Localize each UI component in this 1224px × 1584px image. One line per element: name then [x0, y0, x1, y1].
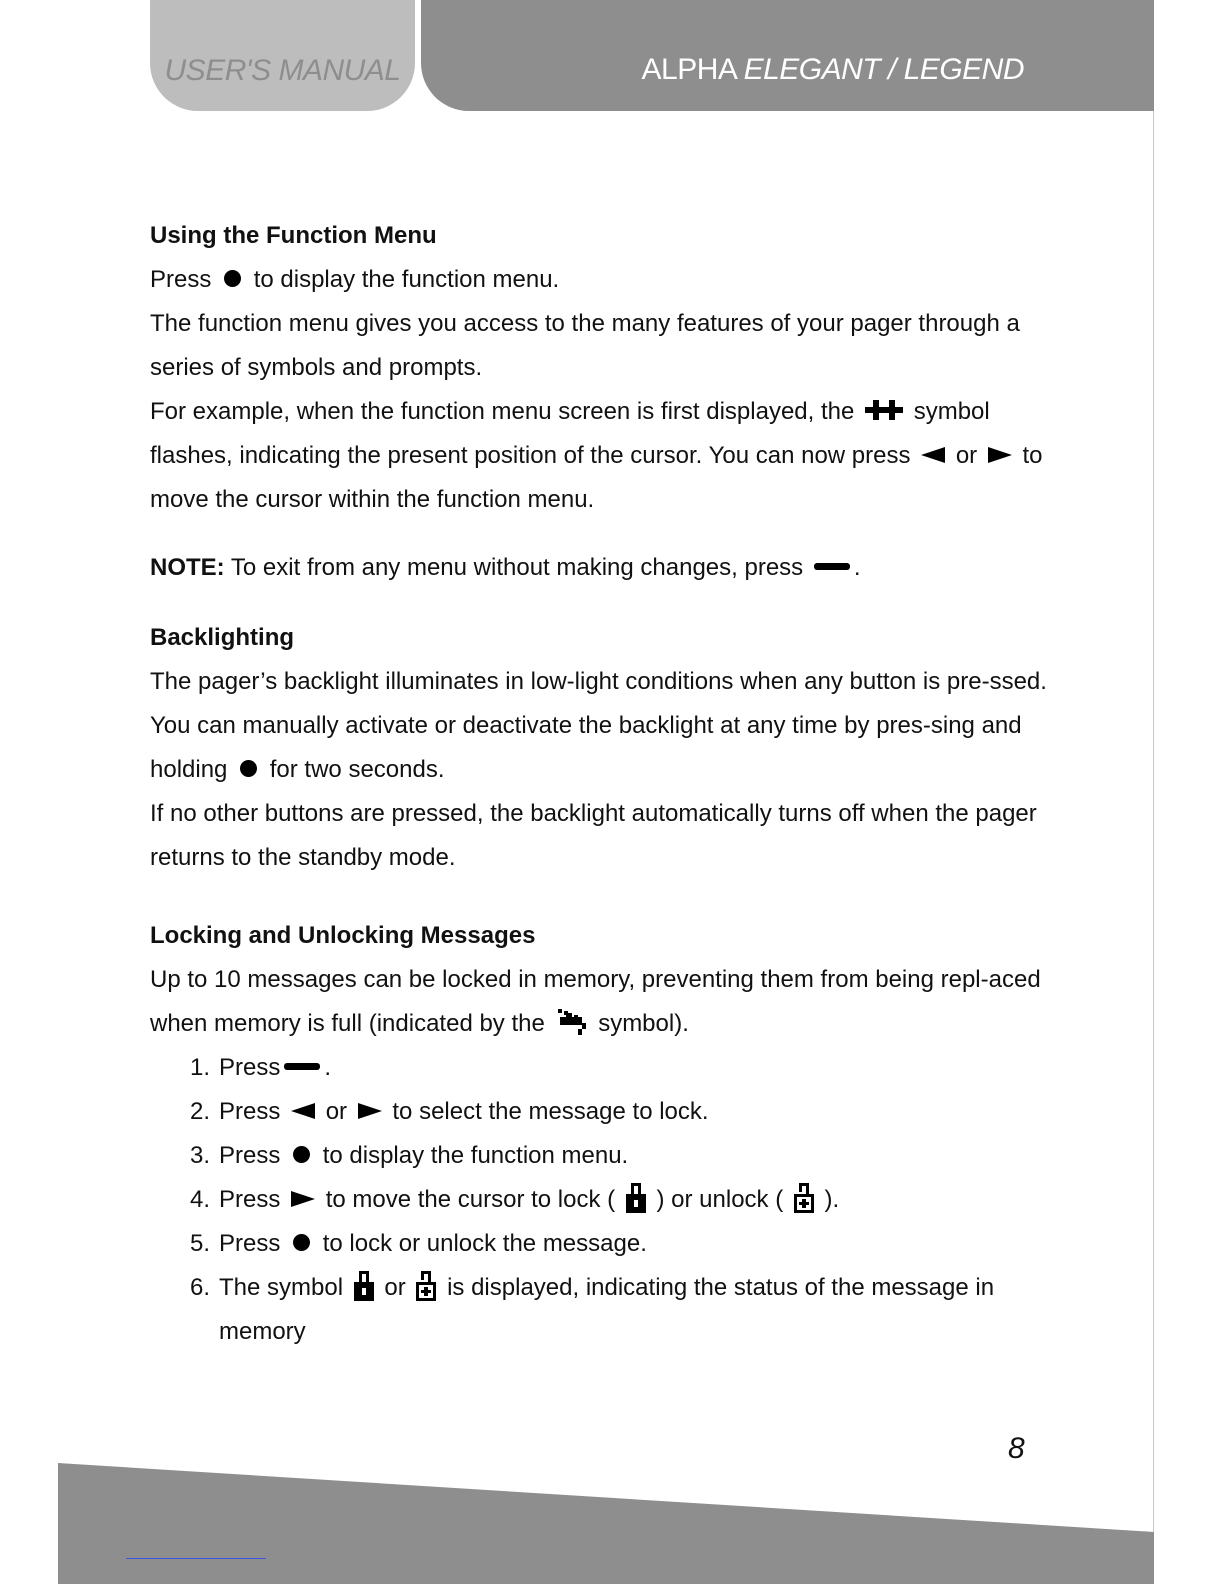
paragraph: The function menu gives you access to the many features of your pager through a series of symbols and prompts.: [150, 310, 1020, 381]
heading-backlighting: Backlighting: [150, 624, 295, 651]
list-item: 4. Press to move the cursor to lock ( ) or unlock ( ).: [190, 1178, 1050, 1222]
header-tab-manual: [150, 0, 415, 111]
list-item: 5. Press to lock or unlock the message.: [190, 1230, 647, 1257]
page-number: 8: [1008, 1432, 1025, 1465]
section-backlighting: [150, 616, 1050, 880]
dot-button-icon: [224, 270, 241, 287]
paragraph: Up to 10 messages can be locked in memory, preventing them from being repl-aced when memory is full (indicated by the symbol).: [150, 966, 1041, 1037]
header-product-label: ALPHA ELEGANT / LEGEND: [641, 53, 1024, 86]
header-manual-label: USER'S MANUAL: [164, 53, 401, 87]
right-arrow-icon: [291, 1191, 315, 1207]
right-arrow-icon: [988, 447, 1012, 463]
list-item: 2. Press or to select the message to lock.: [190, 1098, 709, 1125]
section-locking: [150, 914, 1050, 1354]
lock-icon: [354, 1271, 374, 1301]
paragraph: Press to display the function menu.: [150, 266, 560, 293]
unlock-icon: [416, 1271, 436, 1301]
note-label: NOTE:: [150, 554, 225, 581]
paragraph: For example, when the function menu screen is first displayed, the symbol flashes, indicating the present position of the cursor. You can now press or to move the cursor within the function menu.: [150, 398, 1043, 513]
dash-button-icon: [814, 563, 850, 570]
dot-button-icon: [240, 760, 257, 777]
footer-band: [58, 1460, 1154, 1584]
left-arrow-icon: [921, 447, 945, 463]
lock-icon: [626, 1183, 646, 1213]
page-edge: [1153, 0, 1154, 1584]
heading-locking: Locking and Unlocking Messages: [150, 922, 536, 949]
cursor-cross-icon: [865, 399, 903, 421]
steps-list: [150, 1046, 1050, 1354]
paragraph: If no other buttons are pressed, the backlight automatically turns off when the pager returns to the standby mode.: [150, 800, 1037, 871]
left-arrow-icon: [291, 1103, 315, 1119]
right-arrow-icon: [358, 1103, 382, 1119]
dash-button-icon: [284, 1063, 320, 1070]
dot-button-icon: [293, 1234, 310, 1251]
list-item: 3. Press to display the function menu.: [190, 1142, 629, 1169]
dot-button-icon: [293, 1146, 310, 1163]
page-content: [150, 214, 1050, 1354]
heading-function-menu: Using the Function Menu: [150, 222, 437, 249]
section-function-menu: [150, 214, 1050, 522]
list-item: 6. The symbol or is displayed, indicating the status of the message in memory: [190, 1266, 1050, 1354]
list-item: 1. Press .: [190, 1054, 332, 1081]
footer-link-underline[interactable]: [126, 1558, 266, 1559]
unlock-icon: [794, 1183, 814, 1213]
header-tab-product: [421, 0, 1154, 111]
paragraph: The pager’s backlight illuminates in low-light conditions when any button is pre-ssed. You can manually activate or deactivate the backlight at any time by pres-sing and holding for two seconds.: [150, 668, 1047, 783]
memory-full-icon: [556, 1007, 588, 1037]
note: NOTE: To exit from any menu without making changes, press .: [150, 554, 861, 581]
